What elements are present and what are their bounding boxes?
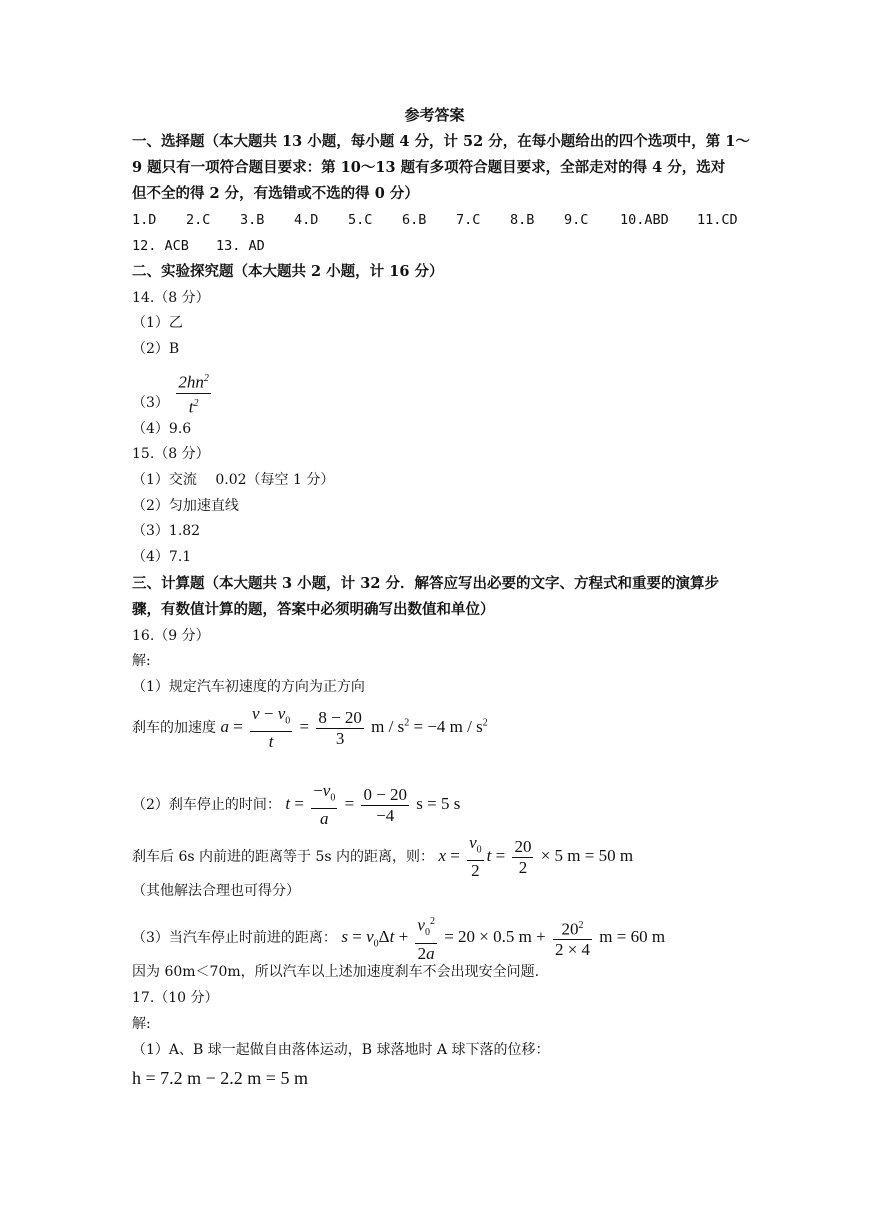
q14-label: 14.（8 分） bbox=[132, 290, 210, 306]
q16-part2-text: （2）刹车停止的时间： bbox=[132, 797, 281, 814]
answer-11: 11.CD bbox=[697, 212, 738, 228]
section2-header: 二、实验探究题（本大题共 2 小题，计 16 分） bbox=[132, 263, 444, 280]
q14-frac-num: 2hn bbox=[178, 372, 204, 392]
q16-part3-line bbox=[132, 912, 665, 964]
q16-conclusion: 因为 60m＜70m，所以汽车以上述加速度刹车不会出现安全问题. bbox=[132, 964, 540, 980]
answer-10: 10.ABD bbox=[620, 212, 669, 228]
q16-part1: （1）规定汽车初速度的方向为正方向 bbox=[132, 679, 365, 695]
q17-part1: （1）A、B 球一起做自由落体运动，B 球落地时 A 球下落的位移： bbox=[132, 1042, 550, 1058]
section1-header-line2: 9 题只有一项符合题目要求：第 10～13 题有多项符合题目要求，全部走对的得 4 分，选对 bbox=[132, 159, 726, 176]
page-title: 参考答案 bbox=[404, 106, 465, 124]
q16-part3-text: （3）当汽车停止时前进的距离： bbox=[132, 930, 337, 947]
q16-distance-equation: x = $\frac{v_0}{2}$ t = $\frac{20}{2}$ × 5 m = 50 m bbox=[438, 833, 634, 881]
q14-answer-4: （4）9.6 bbox=[132, 421, 192, 437]
q15-answer-3: （3）1.82 bbox=[132, 523, 201, 539]
q14-answer-3-prefix: （3） bbox=[132, 395, 169, 412]
answer-6: 6.B bbox=[402, 212, 427, 228]
answer-4: 4.D bbox=[294, 212, 319, 228]
section1-header-line3: 但不全的得 2 分，有选错或不选的得 0 分） bbox=[132, 185, 419, 202]
q14-frac-den-exp: 2 bbox=[193, 397, 199, 409]
answer-9: 9.C bbox=[564, 212, 589, 228]
q14-answer-3 bbox=[132, 369, 214, 417]
q14-frac-den: t bbox=[188, 397, 194, 417]
q16-other-methods: （其他解法合理也可得分） bbox=[132, 883, 300, 899]
q16-time-line bbox=[132, 781, 460, 829]
q16-time-equation: t = $\frac{-v_0}{a}$ = $\frac{0 - 20}{-4}$ s = 5 s bbox=[285, 781, 461, 829]
q14-answer-1: （1）乙 bbox=[132, 315, 183, 331]
section3-header-line1: 三、计算题（本大题共 3 小题，计 32 分．解答应写出必要的文字、方程式和重要的演算步 bbox=[132, 575, 719, 592]
section1-header-line1: 一、选择题（本大题共 13 小题，每小题 4 分，计 52 分，在每小题给出的四个选项中，第 1～ bbox=[132, 133, 750, 150]
answer-13: 13. AD bbox=[216, 238, 265, 254]
q17-label: 17.（10 分） bbox=[132, 990, 219, 1006]
q15-answer-1: （1）交流 0.02（每空 1 分） bbox=[132, 472, 335, 488]
q14-answer-3-fraction bbox=[176, 369, 211, 417]
section3-header-line2: 骤，有数值计算的题，答案中必须明确写出数值和单位） bbox=[132, 601, 495, 618]
q15-answer-2: （2）匀加速直线 bbox=[132, 498, 239, 514]
q14-frac-num-exp: 2 bbox=[203, 373, 209, 384]
q14-answer-2: （2）B bbox=[132, 341, 180, 357]
answer-3: 3.B bbox=[240, 212, 265, 228]
q16-acceleration-line bbox=[132, 704, 488, 752]
answer-5: 5.C bbox=[348, 212, 373, 228]
answer-1: 1.D bbox=[132, 212, 157, 228]
q16-distance-text: 刹车后 6s 内前进的距离等于 5s 内的距离，则： bbox=[132, 849, 434, 866]
q16-distance-line bbox=[132, 833, 633, 881]
answer-12: 12. ACB bbox=[132, 238, 189, 254]
answer-2: 2.C bbox=[186, 212, 211, 228]
q15-label: 15.（8 分） bbox=[132, 446, 210, 462]
q16-acceleration-text: 刹车的加速度 bbox=[132, 720, 216, 737]
q16-acceleration-equation: a = $\frac{v - v_0}{t}$ = $\frac{8 - 20}{3}$ $m / s^2 = -4$ m / $s^2$ bbox=[220, 704, 488, 752]
answer-8: 8.B bbox=[510, 212, 535, 228]
q16-label: 16.（9 分） bbox=[132, 628, 210, 644]
q15-answer-4: （4）7.1 bbox=[132, 549, 192, 565]
q16-part3-equation: $s = v_0\Delta t$ + $\frac{v_0^2}{2a}$ = 20 × 0.5 m + $\frac{20^2}{2 \times 4}$ m = 60 m bbox=[341, 927, 665, 946]
q17-equation-1: h = 7.2 m − 2.2 m = 5 m bbox=[132, 1068, 308, 1088]
answer-7: 7.C bbox=[456, 212, 481, 228]
q16-jie: 解: bbox=[132, 653, 151, 669]
q17-jie: 解: bbox=[132, 1016, 151, 1032]
